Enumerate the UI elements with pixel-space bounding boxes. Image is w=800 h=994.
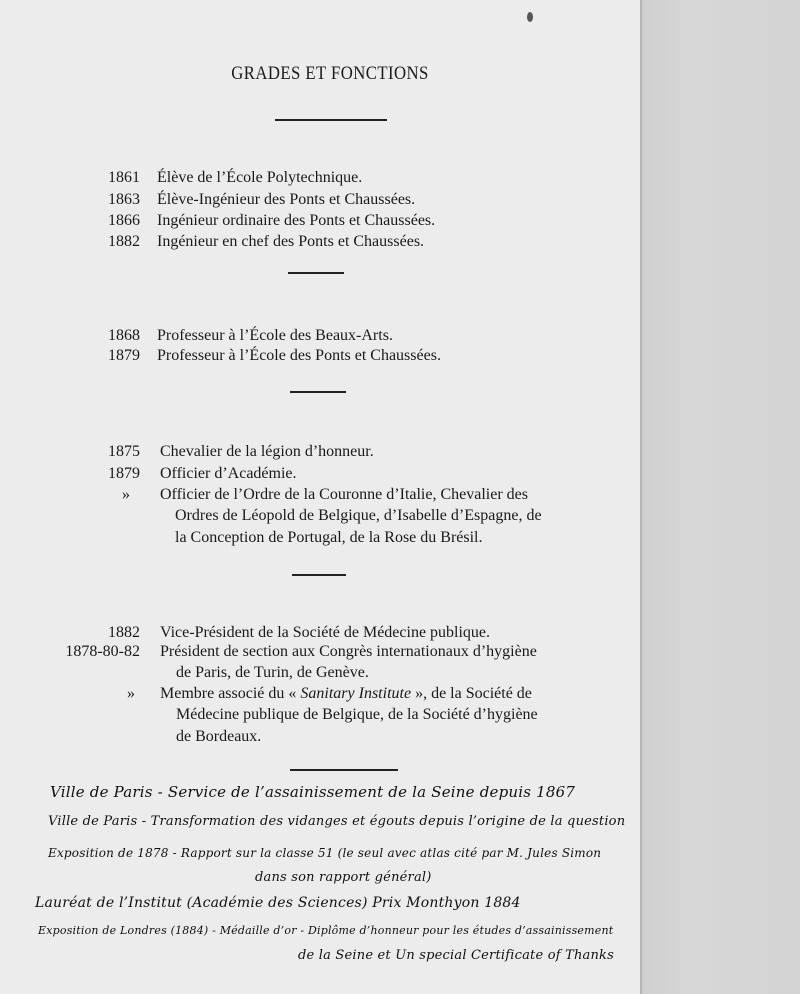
entry-text-part: Membre associé du « xyxy=(160,685,301,702)
entry-text-cont: la Conception de Portugal, de la Rose du Brésil. xyxy=(175,529,483,546)
entry-text: Élève de l’École Polytechnique. xyxy=(157,169,363,186)
entry-year: 1879 xyxy=(108,347,140,364)
entry-text: Officier d’Académie. xyxy=(160,465,297,482)
entry-text: Président de section aux Congrès internationaux d’hygiène xyxy=(160,643,537,660)
entry-text-cont: de Bordeaux. xyxy=(176,728,262,745)
handwritten-line: dans son rapport général) xyxy=(255,870,432,885)
handwritten-line: Exposition de Londres (1884) - Médaille d’or - Diplôme d’honneur pour les études d’assainissement xyxy=(38,924,614,937)
handwritten-line: de la Seine et Un special Certificate of Thanks xyxy=(298,948,614,963)
entry-text: Vice-Président de la Société de Médecine publique. xyxy=(160,624,491,641)
entry-year: 1882 xyxy=(108,233,140,250)
entry-year: 1882 xyxy=(108,624,140,641)
handwritten-line: Lauréat de l’Institut (Académie des Sciences) Prix Monthyon 1884 xyxy=(35,895,521,911)
section-rule xyxy=(288,272,344,274)
page-edge xyxy=(640,0,800,994)
sanitary-institute-name: Sanitary Institute xyxy=(300,685,412,702)
ink-speck xyxy=(527,12,533,22)
title-rule xyxy=(275,119,387,121)
entry-text-cont: Ordres de Léopold de Belgique, d’Isabelle d’Espagne, de xyxy=(175,507,542,524)
entry-text-cont: Médecine publique de Belgique, de la Société d’hygiène xyxy=(176,706,538,723)
entry-year: 1879 xyxy=(108,465,140,482)
entry-ditto: » xyxy=(127,685,135,702)
section-rule xyxy=(292,574,346,576)
entry-year: 1875 xyxy=(108,443,140,460)
entry-text: Professeur à l’École des Beaux-Arts. xyxy=(157,327,393,344)
entry-text-cont: de Paris, de Turin, de Genève. xyxy=(176,664,369,681)
entry-text: Officier de l’Ordre de la Couronne d’Italie, Chevalier des xyxy=(160,486,528,503)
section-rule xyxy=(290,391,346,393)
section-rule xyxy=(290,769,398,771)
entry-text: Ingénieur ordinaire des Ponts et Chaussées. xyxy=(157,212,436,229)
entry-text: Professeur à l’École des Ponts et Chaussées. xyxy=(157,347,441,364)
entry-ditto: » xyxy=(122,486,130,503)
entry-year: 1861 xyxy=(108,169,140,186)
entry-text: Chevalier de la légion d’honneur. xyxy=(160,443,374,460)
handwritten-line: Exposition de 1878 - Rapport sur la classe 51 (le seul avec atlas cité par M. Jules Simon xyxy=(48,846,602,860)
entry-year: 1866 xyxy=(108,212,140,229)
entry-text: Ingénieur en chef des Ponts et Chaussées. xyxy=(157,233,425,250)
entry-year: 1868 xyxy=(108,327,140,344)
entry-year: 1878-80-82 xyxy=(65,643,140,660)
entry-text: Élève-Ingénieur des Ponts et Chaussées. xyxy=(157,191,416,208)
entry-text xyxy=(160,683,532,705)
page-title: GRADES ET FONCTIONS xyxy=(231,63,429,84)
entry-year: 1863 xyxy=(108,191,140,208)
handwritten-line: Ville de Paris - Transformation des vidanges et égouts depuis l’origine de la question xyxy=(48,814,626,829)
handwritten-line: Ville de Paris - Service de l’assainissement de la Seine depuis 1867 xyxy=(50,783,576,801)
entry-text-part: », de la Société de xyxy=(411,685,532,702)
